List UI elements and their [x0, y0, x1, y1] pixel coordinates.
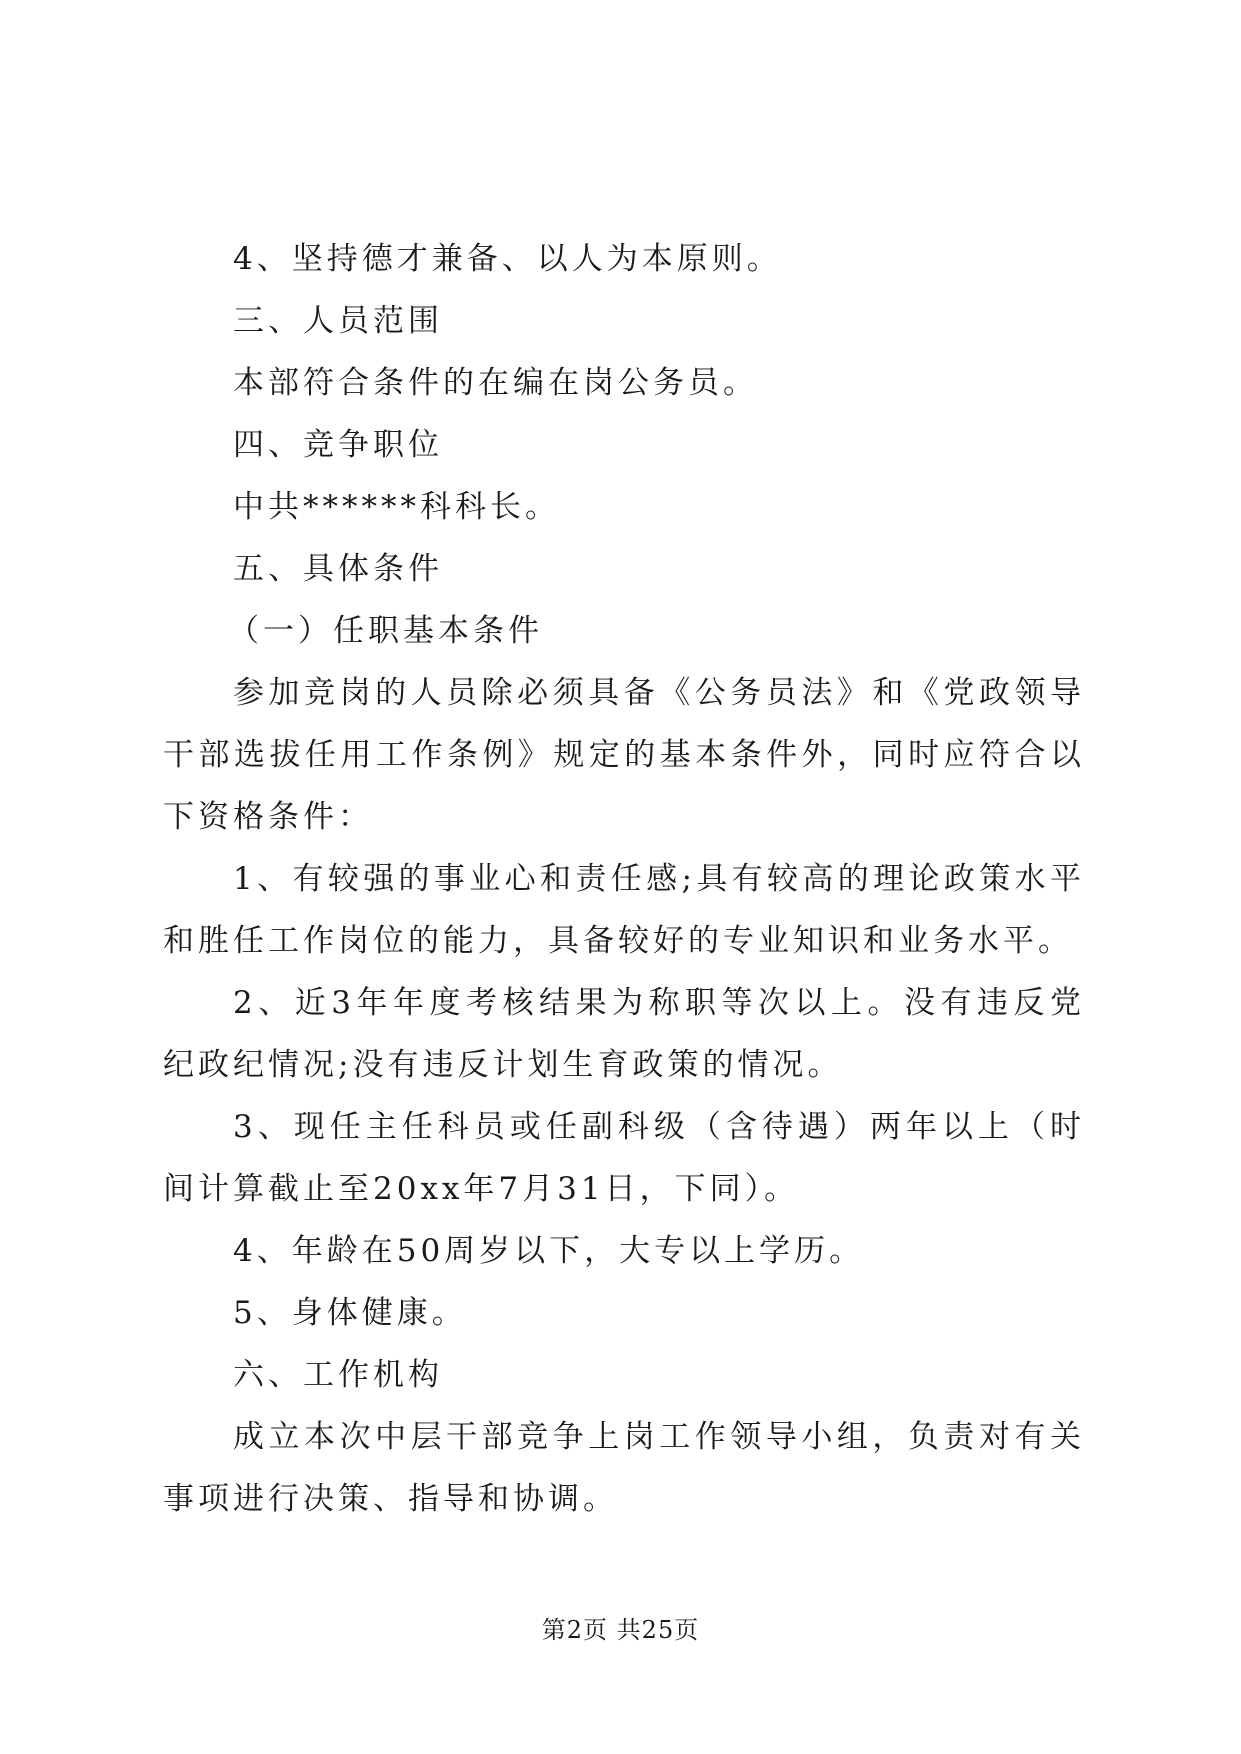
condition-item-3: 3、现任主任科员或任副科级（含待遇）两年以上（时间计算截止至20xx年7月31日，下同）。	[163, 1109, 1085, 1207]
condition-item-2: 2、近3年年度考核结果为称职等次以上。没有违反党纪政纪情况;没有违反计划生育政策的情况。	[163, 985, 1085, 1083]
section-heading-position: 四、竞争职位	[233, 427, 443, 463]
paragraph-organization: 成立本次中层干部竞争上岗工作领导小组，负责对有关事项进行决策、指导和协调。	[163, 1419, 1085, 1517]
document-body	[163, 228, 1085, 1530]
paragraph-scope: 本部符合条件的在编在岗公务员。	[233, 365, 758, 401]
section-heading-conditions: 五、具体条件	[233, 551, 443, 587]
section-heading-scope: 三、人员范围	[233, 303, 443, 339]
condition-item-1: 1、有较强的事业心和责任感;具有较高的理论政策水平和胜任工作岗位的能力，具备较好的专业知识和业务水平。	[163, 861, 1085, 959]
paragraph-eligibility-intro: 参加竞岗的人员除必须具备《公务员法》和《党政领导干部选拔任用工作条例》规定的基本条件外，同时应符合以下资格条件：	[163, 675, 1085, 835]
page-number-footer: 第2页 共25页	[541, 1616, 700, 1644]
paragraph-position: 中共******科科长。	[233, 489, 560, 525]
condition-item-4: 4、年龄在50周岁以下，大专以上学历。	[233, 1233, 865, 1269]
section-heading-organization: 六、工作机构	[233, 1357, 443, 1393]
condition-item-5: 5、身体健康。	[233, 1295, 467, 1331]
paragraph-principle-4: 4、坚持德才兼备、以人为本原则。	[233, 241, 782, 277]
subsection-heading-basic-conditions: （一）任职基本条件	[228, 613, 543, 649]
